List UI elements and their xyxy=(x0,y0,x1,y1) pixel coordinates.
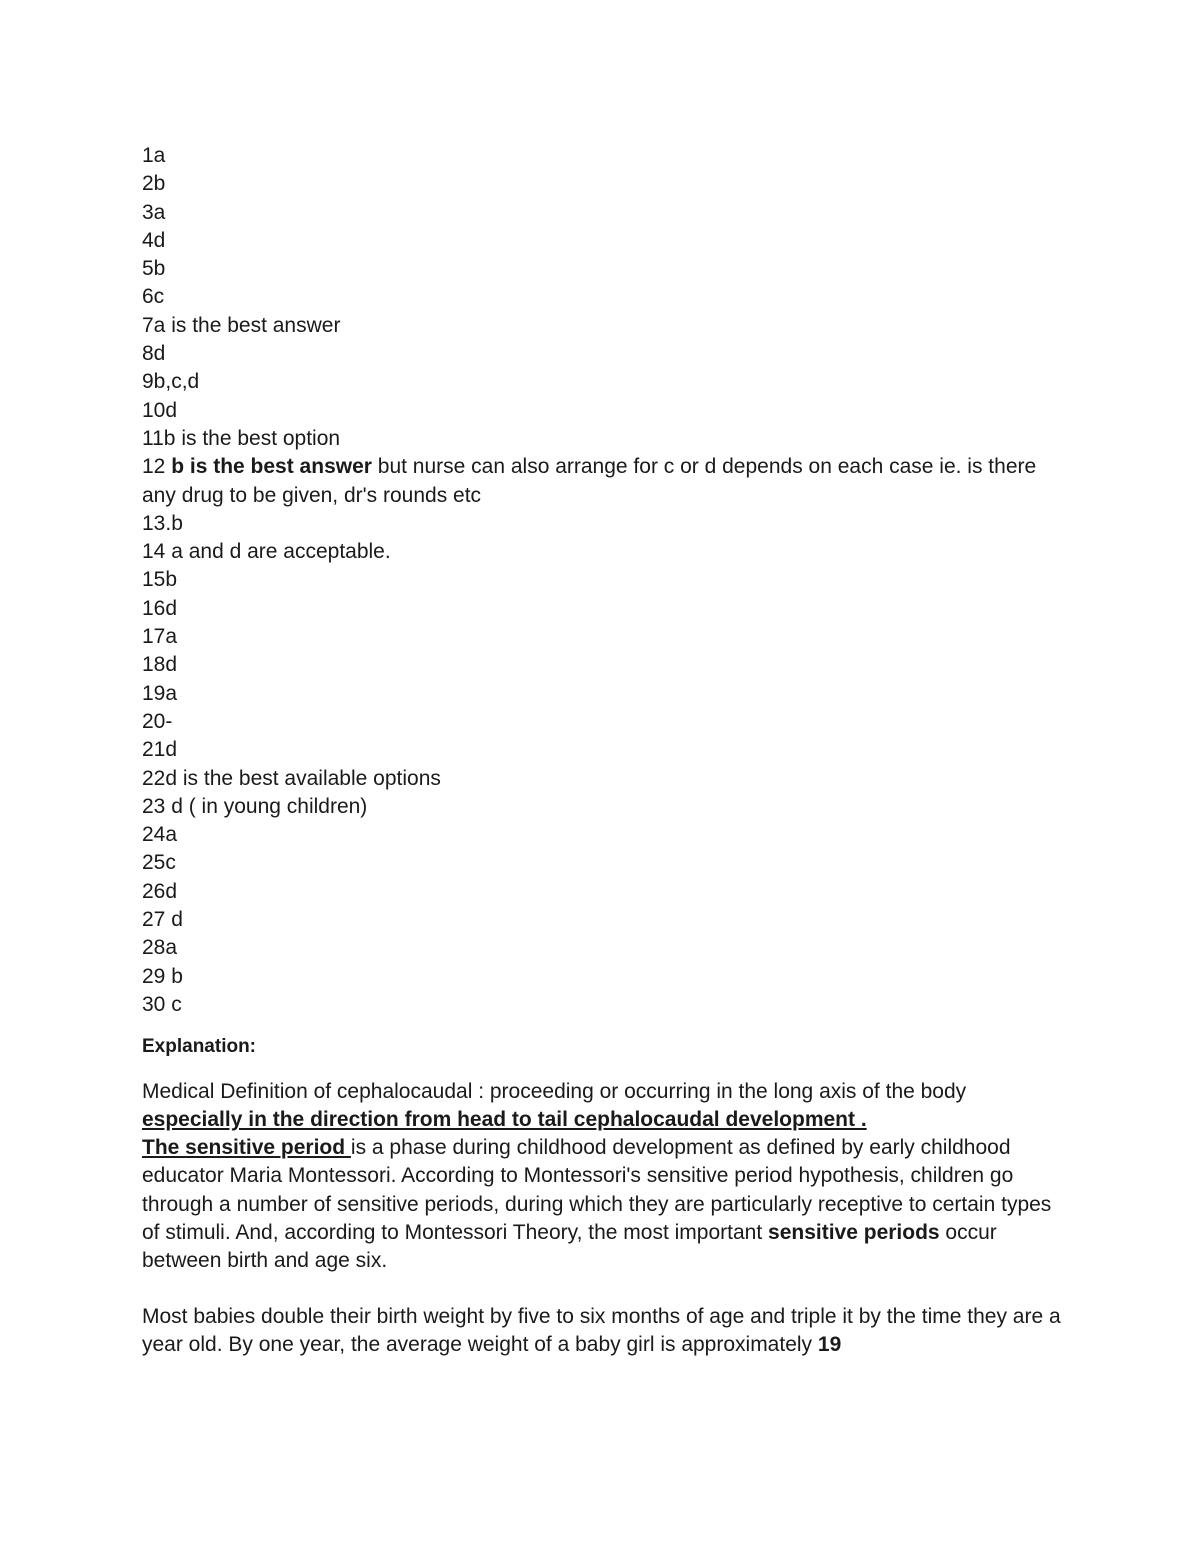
answer-list xyxy=(142,142,1072,1019)
answer-22: 22d is the best available options xyxy=(142,766,441,790)
answer-4: 4d xyxy=(142,228,166,252)
answer-28: 28a xyxy=(142,936,178,960)
sensitive-period-term: The sensitive period xyxy=(142,1136,351,1160)
answer-25: 25c xyxy=(142,851,176,875)
answer-5: 5b xyxy=(142,257,166,281)
answer-12-rest: but nurse can also arrange for c or d depends on each case ie. is there any drug to be given, dr's rounds etc xyxy=(142,455,1037,507)
explanation-paragraph-1 xyxy=(142,1078,1072,1276)
birth-weight-text: Most babies double their birth weight by five to six months of age and triple it by the time they are a year old. By one year, the average weight of a baby girl is approximately xyxy=(142,1304,1061,1356)
answer-7: 7a is the best answer xyxy=(142,313,341,337)
answer-3: 3a xyxy=(142,200,166,224)
answer-29: 29 b xyxy=(142,964,183,988)
cephalocaudal-emphasis: especially in the direction from head to tail cephalocaudal development . xyxy=(142,1107,867,1131)
answer-8: 8d xyxy=(142,342,166,366)
answer-20: 20- xyxy=(142,709,173,733)
answer-12-bold: b is the best answer xyxy=(171,455,372,479)
answer-17: 17a xyxy=(142,625,178,649)
answer-19: 19a xyxy=(142,681,178,705)
answer-2: 2b xyxy=(142,172,166,196)
answer-23: 23 d ( in young children) xyxy=(142,794,368,818)
explanation-paragraph-2 xyxy=(142,1303,1072,1360)
answer-10: 10d xyxy=(142,398,178,422)
birth-weight-bold: 19 xyxy=(817,1332,842,1356)
sensitive-periods-bold: sensitive periods xyxy=(768,1220,940,1244)
answer-11: 11b is the best option xyxy=(142,426,341,450)
answer-21: 21d xyxy=(142,738,178,762)
answer-12 xyxy=(142,453,1072,510)
cephalocaudal-definition: Medical Definition of cephalocaudal : proceeding or occurring in the long axis of the body xyxy=(142,1079,967,1103)
answer-1: 1a xyxy=(142,144,166,167)
explanation-heading: Explanation: xyxy=(142,1036,257,1058)
answer-12-number: 12 xyxy=(142,455,172,479)
answer-30: 30 c xyxy=(142,992,182,1016)
answer-6: 6c xyxy=(142,285,165,309)
answer-15: 15b xyxy=(142,568,178,592)
answer-27: 27 d xyxy=(142,908,183,932)
sensitive-period-tail: occur between birth and age six. xyxy=(142,1220,997,1273)
answer-16: 16d xyxy=(142,596,178,620)
answer-9: 9b,c,d xyxy=(142,370,200,394)
answer-13: 13.b xyxy=(142,511,183,535)
document-content xyxy=(142,142,1072,1359)
answer-14: 14 a and d are acceptable. xyxy=(142,540,391,564)
sensitive-period-text: is a phase during childhood development as defined by early childhood educator Maria Montessori. According to Montessori's sensitive period hypothesis, children go through a number of sensitive periods, during which they are particularly receptive to certain types of stimuli. And, according to Montessori Theory, the most important xyxy=(142,1136,1052,1244)
answer-18: 18d xyxy=(142,653,178,677)
answer-26: 26d xyxy=(142,879,178,903)
answer-24: 24a xyxy=(142,823,178,847)
